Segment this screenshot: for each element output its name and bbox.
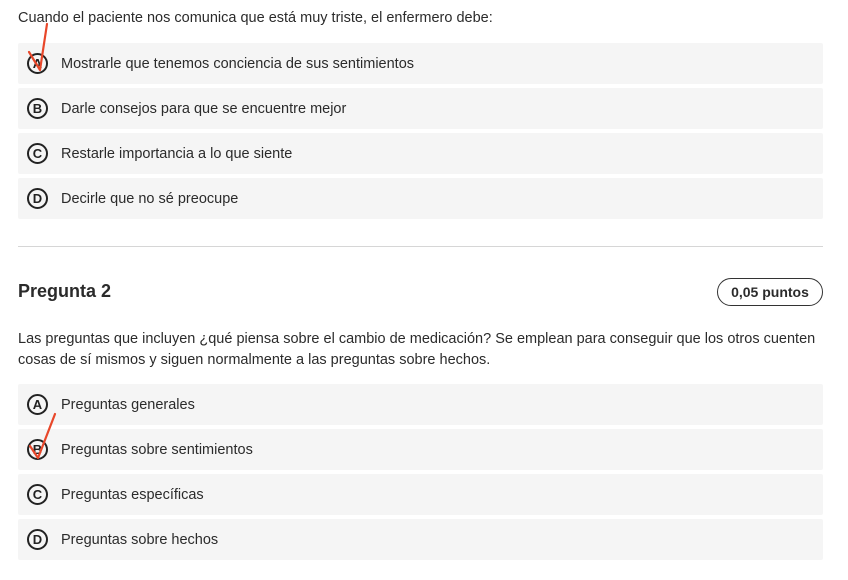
points-badge: 0,05 puntos [717,278,823,306]
option-label: Decirle que no sé preocupe [61,190,239,207]
option-letter-d: D [27,529,48,550]
option-label: Preguntas generales [61,396,195,413]
q1-option-b[interactable] [18,88,823,129]
q2-option-b[interactable] [18,429,823,470]
option-label: Preguntas sobre hechos [61,531,219,548]
option-label: Restarle importancia a lo que siente [61,145,293,162]
option-letter-a: A [27,53,48,74]
q1-option-c[interactable] [18,133,823,174]
option-label: Mostrarle que tenemos conciencia de sus sentimientos [61,55,415,72]
option-label: Preguntas sobre sentimientos [61,441,253,458]
question-1-text: Cuando el paciente nos comunica que está muy triste, el enfermero debe: [18,10,493,26]
option-label: Preguntas específicas [61,486,204,503]
question-divider [18,246,823,247]
option-letter-c: C [27,484,48,505]
question-2-text: Las preguntas que incluyen ¿qué piensa sobre el cambio de medicación? Se emplean para conseguir que los otros cuenten cosas de sí mismos y siguen normalmente a las preguntas sobre hechos. [18,331,816,368]
option-letter-b: B [27,439,48,460]
option-letter-c: C [27,143,48,164]
option-label: Darle consejos para que se encuentre mejor [61,100,347,117]
q2-option-a[interactable] [18,384,823,425]
q1-option-a[interactable] [18,43,823,84]
option-letter-d: D [27,188,48,209]
option-letter-a: A [27,394,48,415]
q2-option-d[interactable] [18,519,823,560]
option-letter-b: B [27,98,48,119]
q2-option-c[interactable] [18,474,823,515]
q1-option-d[interactable] [18,178,823,219]
question-2-title: Pregunta 2 [18,281,112,301]
